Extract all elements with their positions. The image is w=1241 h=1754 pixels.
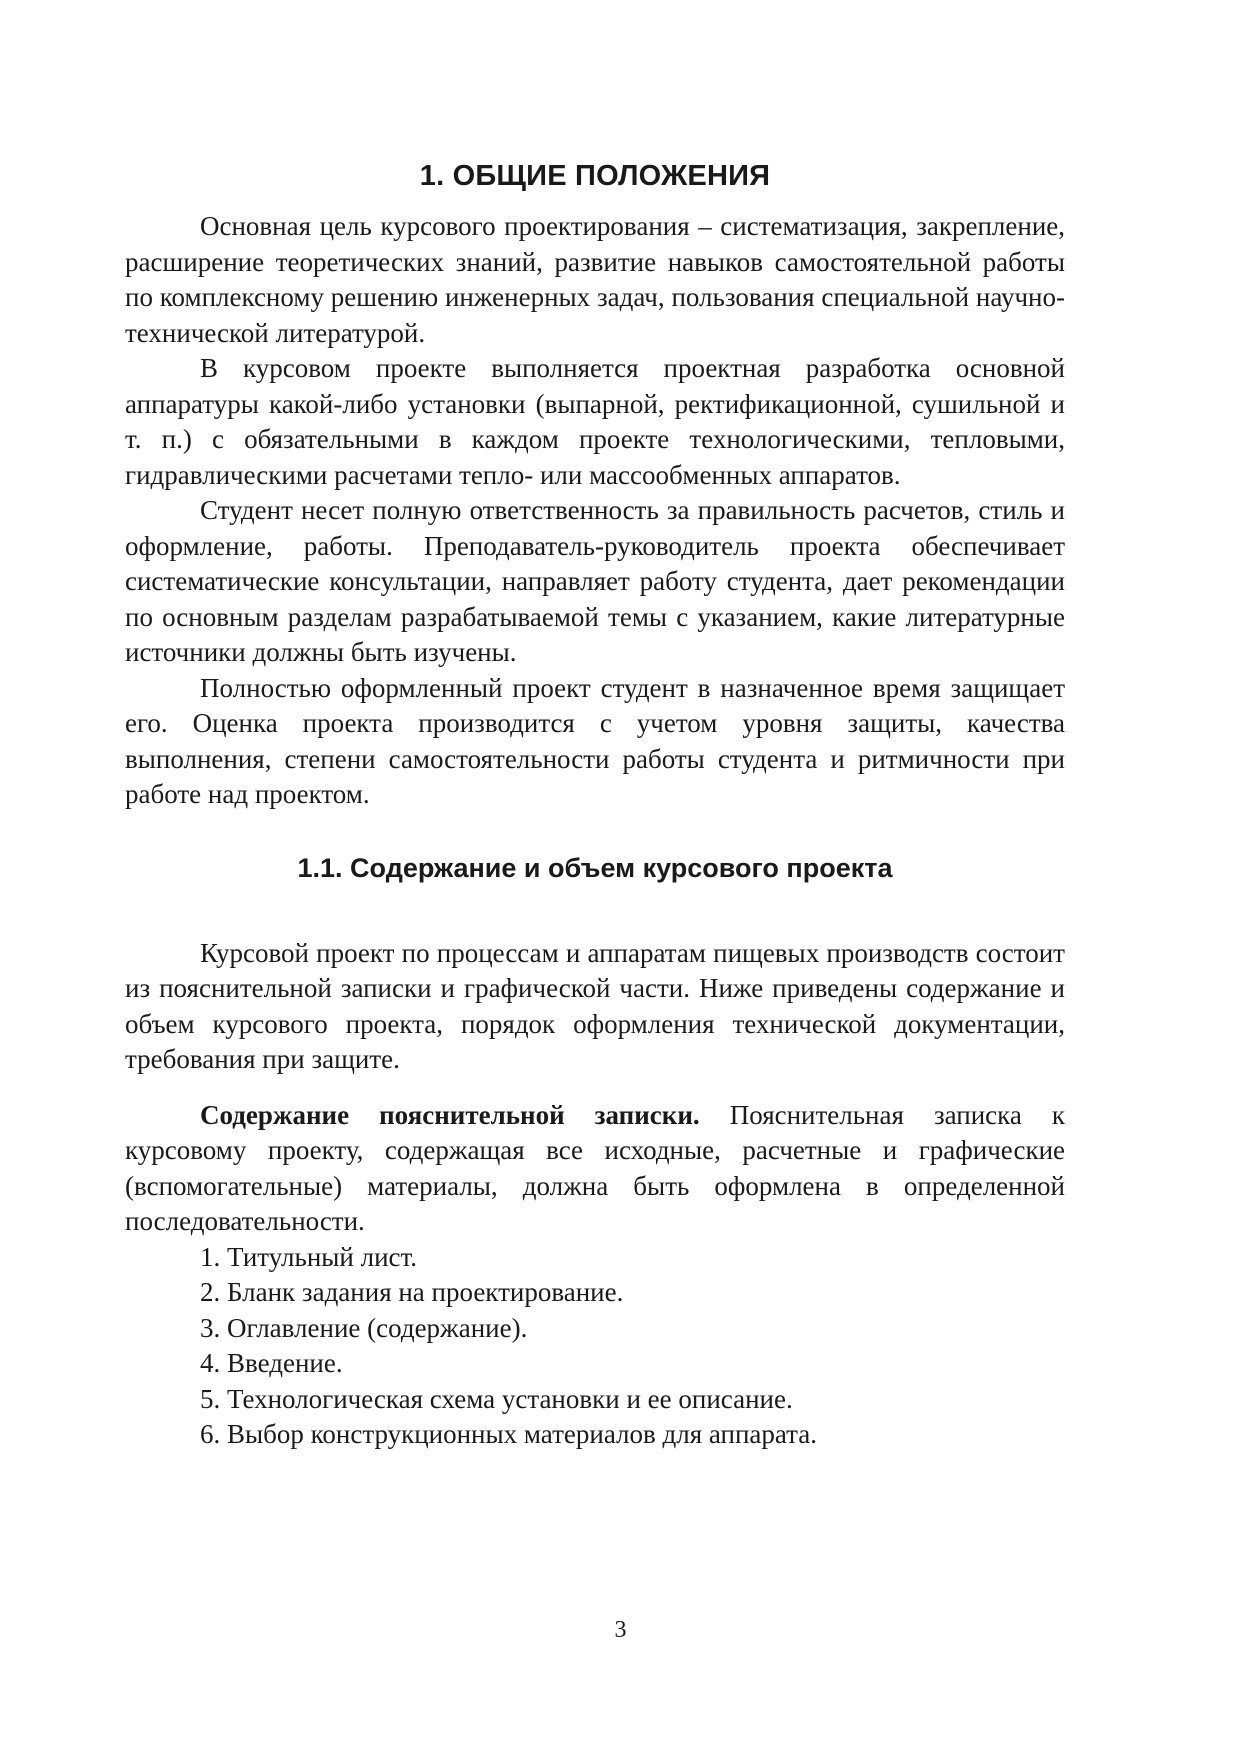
list-item: 4. Введение. bbox=[200, 1348, 343, 1378]
paragraph: Студент несет полную ответственность за правильность расчетов, стиль и оформление, работы. Преподаватель-руководитель проекта обеспечивает систематические консультации, направляет работу студента, дает рекомендации по основным разделам разрабатываемой темы с указанием, какие литературные источники должны быть изучены. bbox=[125, 495, 1065, 667]
list-item: 5. Технологическая схема установки и ее описание. bbox=[200, 1383, 793, 1414]
page-content bbox=[125, 160, 1065, 1453]
section-title: 1. ОБЩИЕ ПОЛОЖЕНИЯ bbox=[419, 160, 771, 192]
subsection-intro: Курсовой проект по процессам и аппаратам пищевых производств состоит из пояснительной записки и графической части. Ниже приведены содержание и объем курсового проекта, порядок оформления технической документации, требования при защите. bbox=[125, 937, 1065, 1074]
paragraph: Полностью оформленный проект студент в назначенное время защищает его. Оценка проекта производится с учетом уровня защиты, качества выполнения, степени самостоятельности работы студента и ритмичности при работе над проектом. bbox=[125, 672, 1065, 809]
subsection-title: 1.1. Содержание и объем курсового проекта bbox=[297, 852, 893, 883]
paragraph: Основная цель курсового проектирования – систематизация, закрепление, расширение теоретических знаний, развитие навыков самостоятельной работы по комплексному решению инженерных задач, пользования специальной научно-технической литературой. bbox=[125, 211, 1065, 348]
contents-list bbox=[125, 1240, 1065, 1453]
note-text: Пояснительная записка к курсовому проекту, содержащая все исходные, расчетные и графические (вспомогательные) материалы, должна быть оформлена в определенной последовательности. bbox=[125, 1099, 1066, 1236]
list-item: 1. Титульный лист. bbox=[200, 1241, 418, 1272]
note-lead: Содержание пояснительной записки. bbox=[200, 1099, 700, 1130]
page-number: 3 bbox=[614, 1617, 627, 1643]
list-item: 3. Оглавление (содержание). bbox=[200, 1312, 528, 1343]
paragraph: В курсовом проекте выполняется проектная разработка основной аппаратуры какой-либо установки (выпарной, ректификационной, сушильной и т. п.) с обязательными в каждом проекте технологическими, тепловыми, гидравлическими расчетами тепло- или массообменных аппаратов. bbox=[125, 353, 1065, 490]
list-item: 6. Выбор конструкционных материалов для аппарата. bbox=[200, 1419, 818, 1449]
note-paragraph bbox=[125, 1098, 1065, 1240]
list-item: 2. Бланк задания на проектирование. bbox=[200, 1277, 624, 1307]
